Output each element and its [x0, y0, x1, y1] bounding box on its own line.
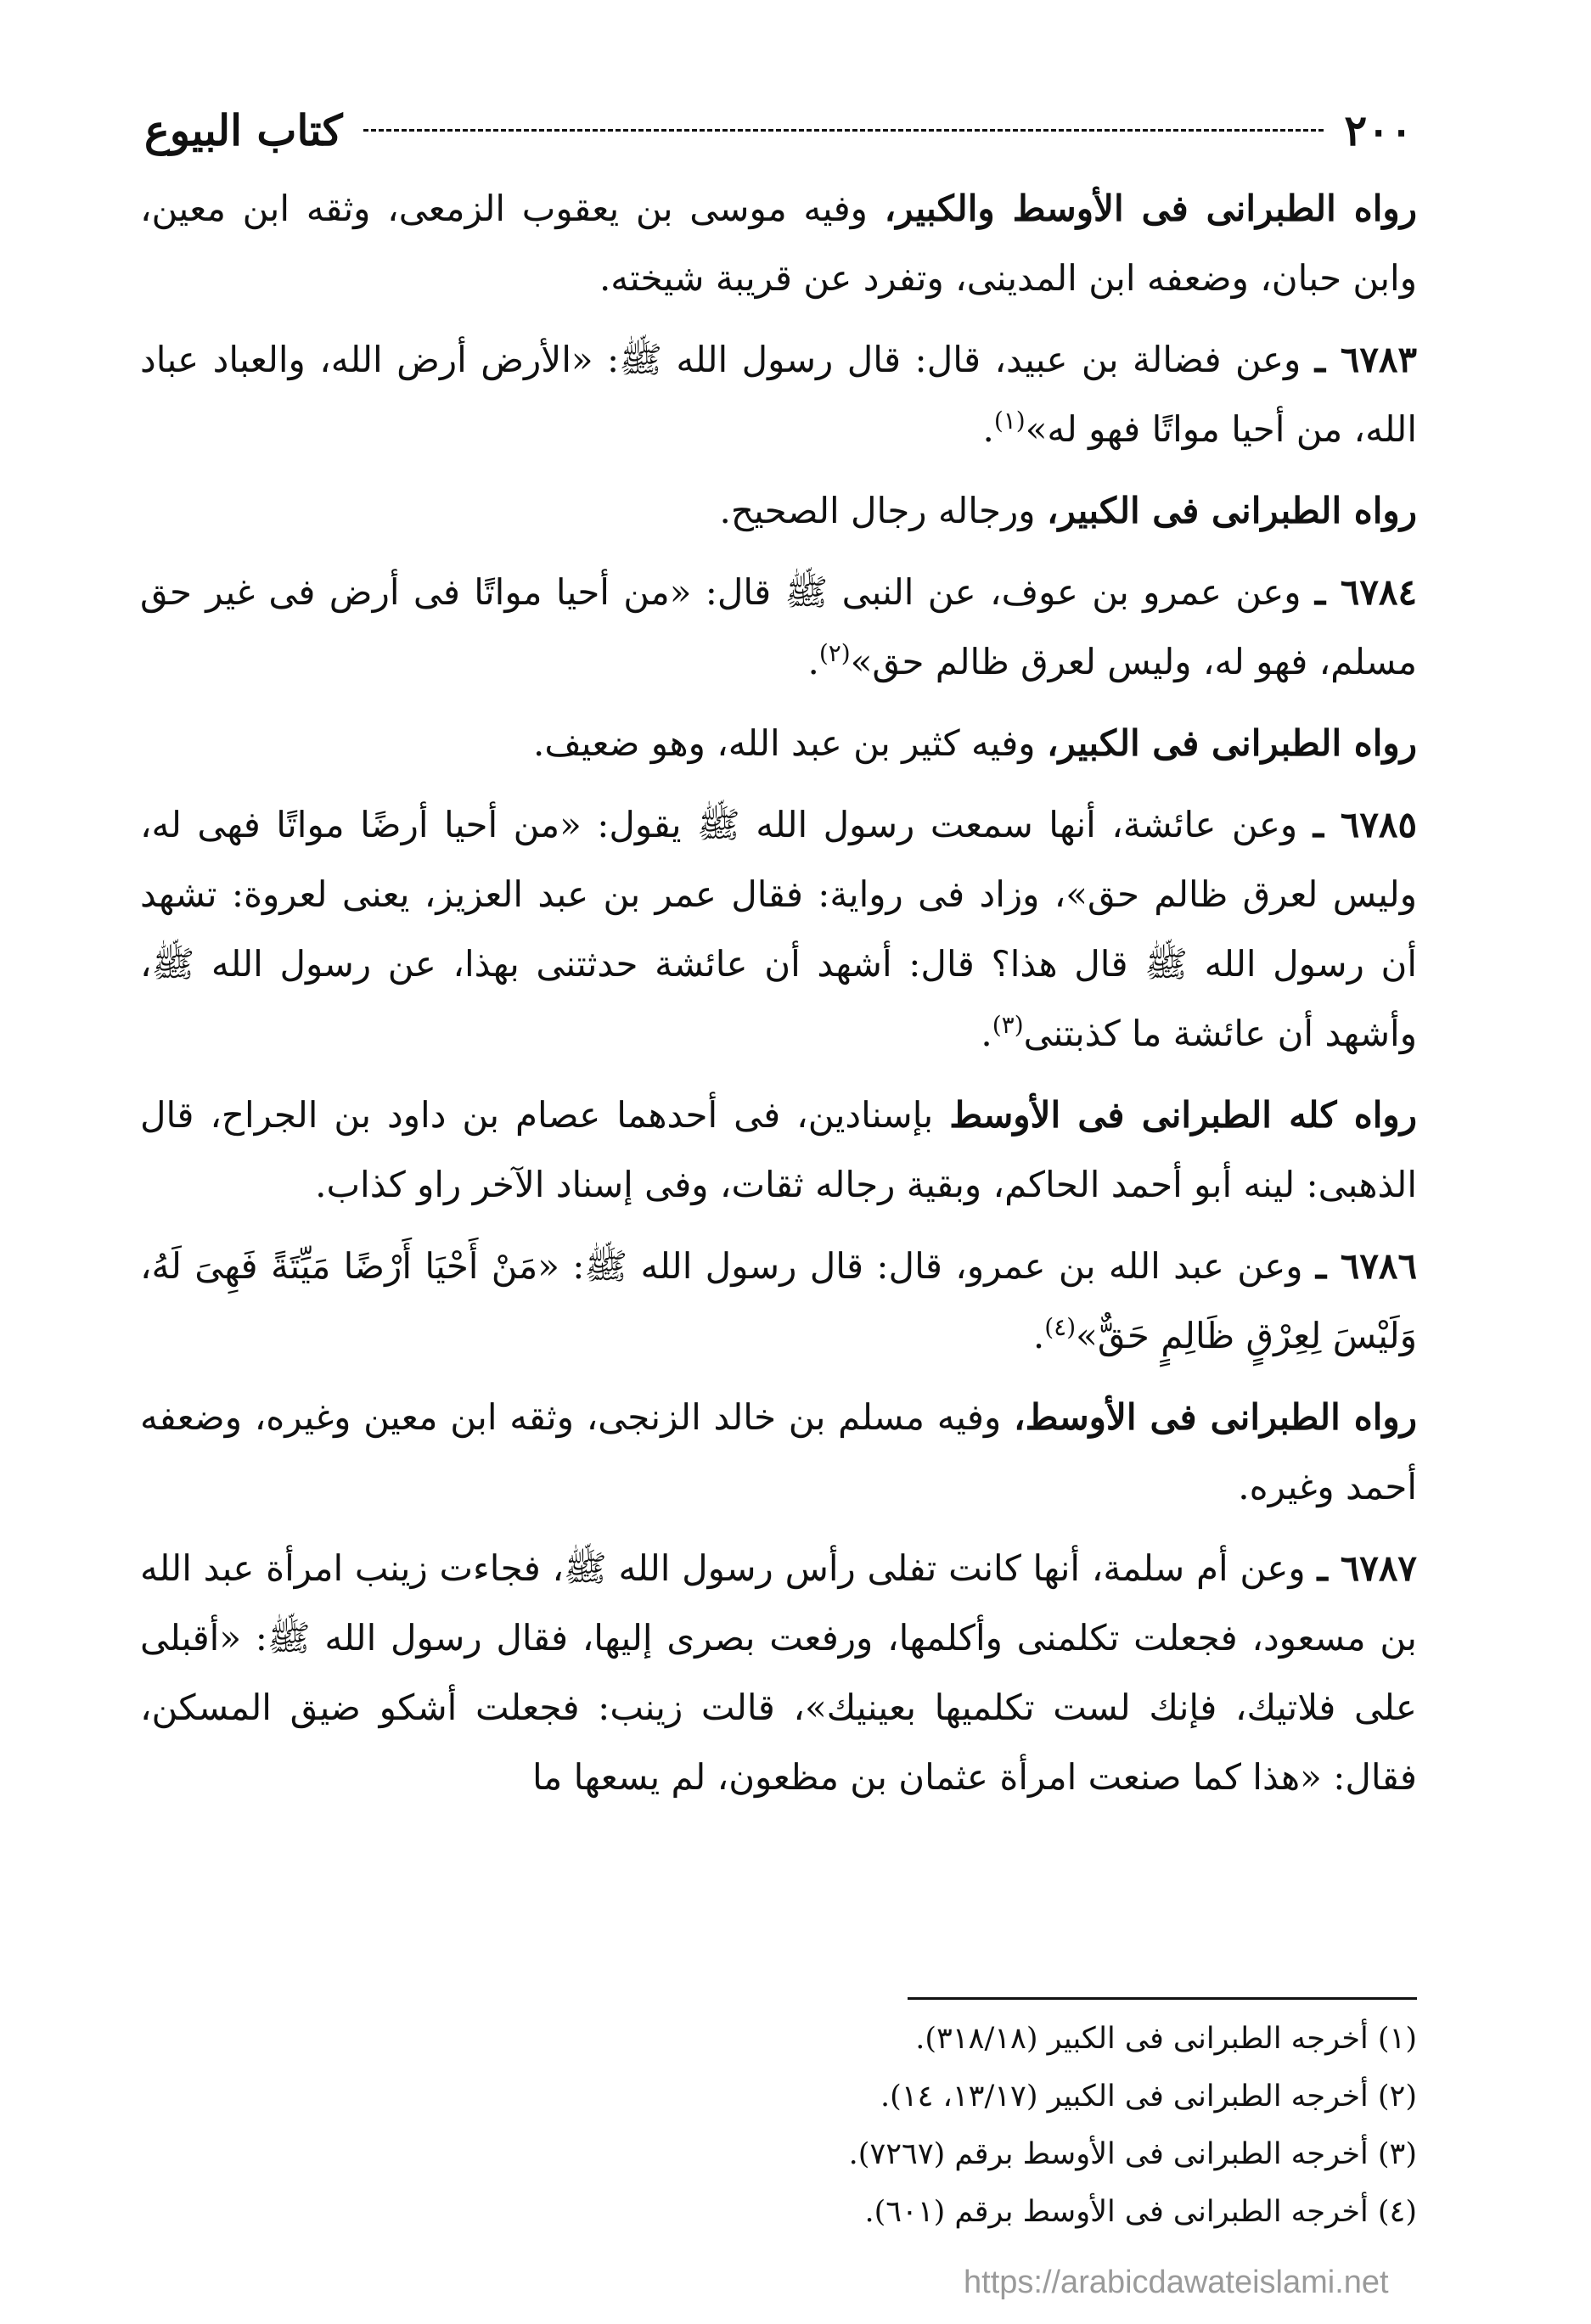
paragraph-text: وفيه موسى بن يعقوب الزمعى، وثقه ابن معين، وابن حبان، وضعفه ابن المدينى، وتفرد عن قريبة شيخته.: [140, 188, 1417, 299]
hadith-number: ٦٧٨٦ ـ: [1315, 1245, 1417, 1287]
source-attribution: رواه كله الطبرانى فى الأوسط: [949, 1094, 1417, 1136]
paragraph-tail: .: [1032, 1315, 1045, 1356]
hadith-text: وعن عبد الله بن عمرو، قال: قال رسول الله ﷺ: «مَنْ أَحْيَا أَرْضًا مَيِّتَةً فَهِىَ لَهُ، وَلَيْسَ لِعِرْقٍ ظَالِمٍ حَقٌّ»: [140, 1245, 1417, 1356]
footnote: (٣) أخرجه الطبرانى فى الأوسط برقم (٧٢٦٧).: [848, 2137, 1417, 2171]
paragraph-text: ورجاله رجال الصحيح.: [719, 490, 1047, 531]
header-divider: [363, 129, 1324, 132]
footnote: (٤) أخرجه الطبرانى فى الأوسط برقم (٦٠١).: [864, 2195, 1417, 2229]
source-attribution: رواه الطبرانى فى الكبير،: [1046, 722, 1417, 764]
hadith-paragraph: [140, 1232, 1417, 1371]
paragraph-tail: .: [982, 408, 994, 450]
page-number: ٢٠٠: [1344, 104, 1413, 155]
hadith-paragraph: [140, 790, 1417, 1069]
paragraph: [140, 709, 1417, 778]
source-attribution: رواه الطبرانى فى الكبير،: [1046, 490, 1417, 531]
paragraph: [140, 1383, 1417, 1522]
paragraph-tail: .: [981, 1013, 992, 1054]
paragraph-text: بإسنادين، فى أحدهما عصام بن داود بن الجراح، قال الذهبى: لينه أبو أحمد الحاكم، وبقية رجاله ثقات، وفى إسناد الآخر راو كذاب.: [140, 1094, 1417, 1205]
footnote-marker: (١): [993, 407, 1026, 435]
hadith-number: ٦٧٨٣ ـ: [1314, 339, 1417, 380]
hadith-text: وعن عائشة، أنها سمعت رسول الله ﷺ يقول: «من أحيا أرضًا مواتًا فهى له، وليس لعرق ظالم حق»، وزاد فى رواية: فقال عمر بن عبد العزيز، يعنى لعروة: تشهد أن رسول الله ﷺ قال هذا؟ قال: أشهد أن عائشة حدثتنى بهذا، عن رسول الله ﷺ، وأشهد أن عائشة ما كذبتنى: [140, 804, 1417, 1054]
paragraph-tail: .: [807, 641, 819, 682]
paragraph: [140, 174, 1417, 313]
footnote: (١) أخرجه الطبرانى فى الكبير (٣١٨/١٨).: [915, 2022, 1417, 2056]
paragraph-text: وفيه كثير بن عبد الله، وهو ضعيف.: [532, 722, 1047, 764]
hadith-text: وعن فضالة بن عبيد، قال: قال رسول الله ﷺ: «الأرض أرض الله، والعباد عباد الله، من أحيا مواتًا فهو له»: [140, 339, 1417, 450]
chapter-title: كتاب البيوع: [144, 104, 343, 155]
source-attribution: رواه الطبرانى فى الأوسط والكبير،: [884, 188, 1417, 229]
source-attribution: رواه الطبرانى فى الأوسط،: [1014, 1396, 1417, 1438]
hadith-number: ٦٧٨٤ ـ: [1314, 571, 1417, 613]
hadith-number: ٦٧٨٥ ـ: [1313, 804, 1417, 845]
page-header: [144, 100, 1413, 160]
hadith-paragraph: [140, 325, 1417, 464]
footnotes: [475, 2010, 1417, 2241]
footnote-marker: (٣): [992, 1011, 1024, 1039]
watermark-url: https://arabicdawateislami.net: [964, 2265, 1389, 2300]
hadith-text: وعن أم سلمة، أنها كانت تفلى رأس رسول الله ﷺ، فجاءت زينب امرأة عبد الله بن مسعود، فجعلت تكلمنى وأكلمها، ورفعت بصرى إليها، فقال رسول الله ﷺ: «أقبلى على فلاتيك، فإنك لست تكلميها بعينيك»، قالت زينب: فجعلت أشكو ضيق المسكن، فقال: «هذا كما صنعت امرأة عثمان بن مظعون، لم يسعها ما: [140, 1547, 1417, 1798]
footnote-marker: (٢): [818, 639, 851, 667]
hadith-text: وعن عمرو بن عوف، عن النبى ﷺ قال: «من أحيا مواتًا فى أرض فى غير حق مسلم، فهو له، وليس لعرق ظالم حق»: [140, 571, 1417, 682]
hadith-number: ٦٧٨٧ ـ: [1317, 1547, 1417, 1589]
paragraph: [140, 476, 1417, 546]
paragraph: [140, 1081, 1417, 1220]
hadith-paragraph: [140, 558, 1417, 697]
hadith-paragraph: [140, 1534, 1417, 1812]
footnote-divider: [908, 1997, 1417, 2000]
paragraph-text: وفيه مسلم بن خالد الزنجى، وثقه ابن معين وغيره، وضعفه أحمد وغيره.: [140, 1396, 1417, 1507]
footnote: (٢) أخرجه الطبرانى فى الكبير (١٣/١٧، ١٤).: [880, 2080, 1417, 2113]
footnote-marker: (٤): [1044, 1313, 1077, 1341]
main-text: [140, 174, 1417, 1824]
